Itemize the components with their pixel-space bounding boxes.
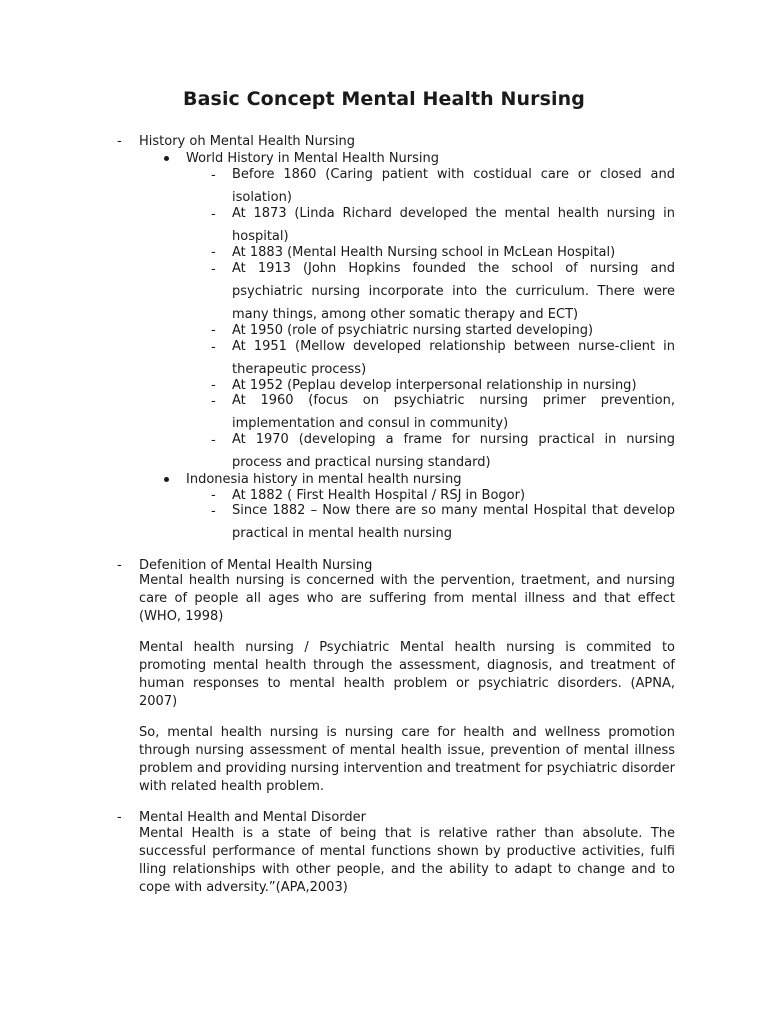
dash-marker: -: [117, 810, 122, 825]
list-item: At 1952 (Peplau develop interpersonal relationship in nursing): [232, 378, 637, 393]
paragraph: So, mental health nursing is nursing care for health and wellness promotion through nursing assessment of mental health issue, prevention of mental illness problem and providing nursing intervention and treatment for psychiatric disorder with related health problem.: [139, 725, 675, 794]
dash-marker: -: [211, 488, 216, 503]
section-heading-history: History oh Mental Health Nursing: [139, 134, 355, 149]
dash-marker: -: [211, 323, 216, 338]
dash-marker: -: [211, 207, 216, 222]
paragraph: Mental health nursing is concerned with the pervention, traetment, and nursing care of people all ages who are suffering from mental illness and that effect (WHO, 1998): [139, 573, 675, 624]
section-heading-definition: Defenition of Mental Health Nursing: [139, 558, 373, 573]
dash-marker: -: [211, 262, 216, 277]
list-item: At 1873 (Linda Richard developed the mental health nursing in hospital): [232, 206, 675, 244]
indonesia-history-label: Indonesia history in mental health nursing: [186, 472, 462, 487]
list-item: At 1883 (Mental Health Nursing school in McLean Hospital): [232, 245, 616, 260]
dash-marker: -: [211, 504, 216, 519]
paragraph: Mental health nursing / Psychiatric Mental health nursing is commited to promoting mental health through the assessment, diagnosis, and treatment of human responses to mental health problem or psychiatric disorders. (APNA, 2007): [139, 640, 675, 709]
dash-marker: -: [211, 168, 216, 183]
list-item: At 1970 (developing a frame for nursing practical in nursing process and practical nursing standard): [232, 432, 675, 470]
dash-marker: -: [211, 378, 216, 393]
paragraph: Mental Health is a state of being that is relative rather than absolute. The successful performance of mental functions shown by productive activities, fulﬁ lling relationships with other people, and the ability to adapt to change and to cope with adversity.”(APA,2003): [139, 826, 675, 895]
section-heading-disorder: Mental Health and Mental Disorder: [139, 810, 366, 825]
world-history-label: World History in Mental Health Nursing: [186, 151, 440, 166]
list-item: At 1882 ( First Health Hospital / RSJ in Bogor): [232, 488, 526, 503]
bullet-icon: [164, 156, 169, 161]
dash-marker: -: [211, 433, 216, 448]
bullet-icon: [164, 477, 169, 482]
dash-marker: -: [211, 245, 216, 260]
dash-marker: -: [211, 340, 216, 355]
dash-marker: -: [211, 394, 216, 409]
list-item: At 1960 (focus on psychiatric nursing primer prevention, implementation and consul in community): [232, 393, 675, 431]
list-item: At 1913 (John Hopkins founded the school of nursing and psychiatric nursing incorporate into the curriculum. There were many things, among other somatic therapy and ECT): [232, 261, 675, 322]
list-item: At 1951 (Mellow developed relationship between nurse-client in therapeutic process): [232, 339, 675, 377]
list-item: Before 1860 (Caring patient with costidual care or closed and isolation): [232, 167, 675, 205]
dash-marker: -: [117, 558, 122, 573]
dash-marker: -: [117, 134, 122, 149]
list-item: Since 1882 – Now there are so many mental Hospital that develop practical in mental health nursing: [232, 503, 675, 541]
document-title: Basic Concept Mental Health Nursing: [183, 88, 585, 110]
list-item: At 1950 (role of psychiatric nursing started developing): [232, 323, 594, 338]
